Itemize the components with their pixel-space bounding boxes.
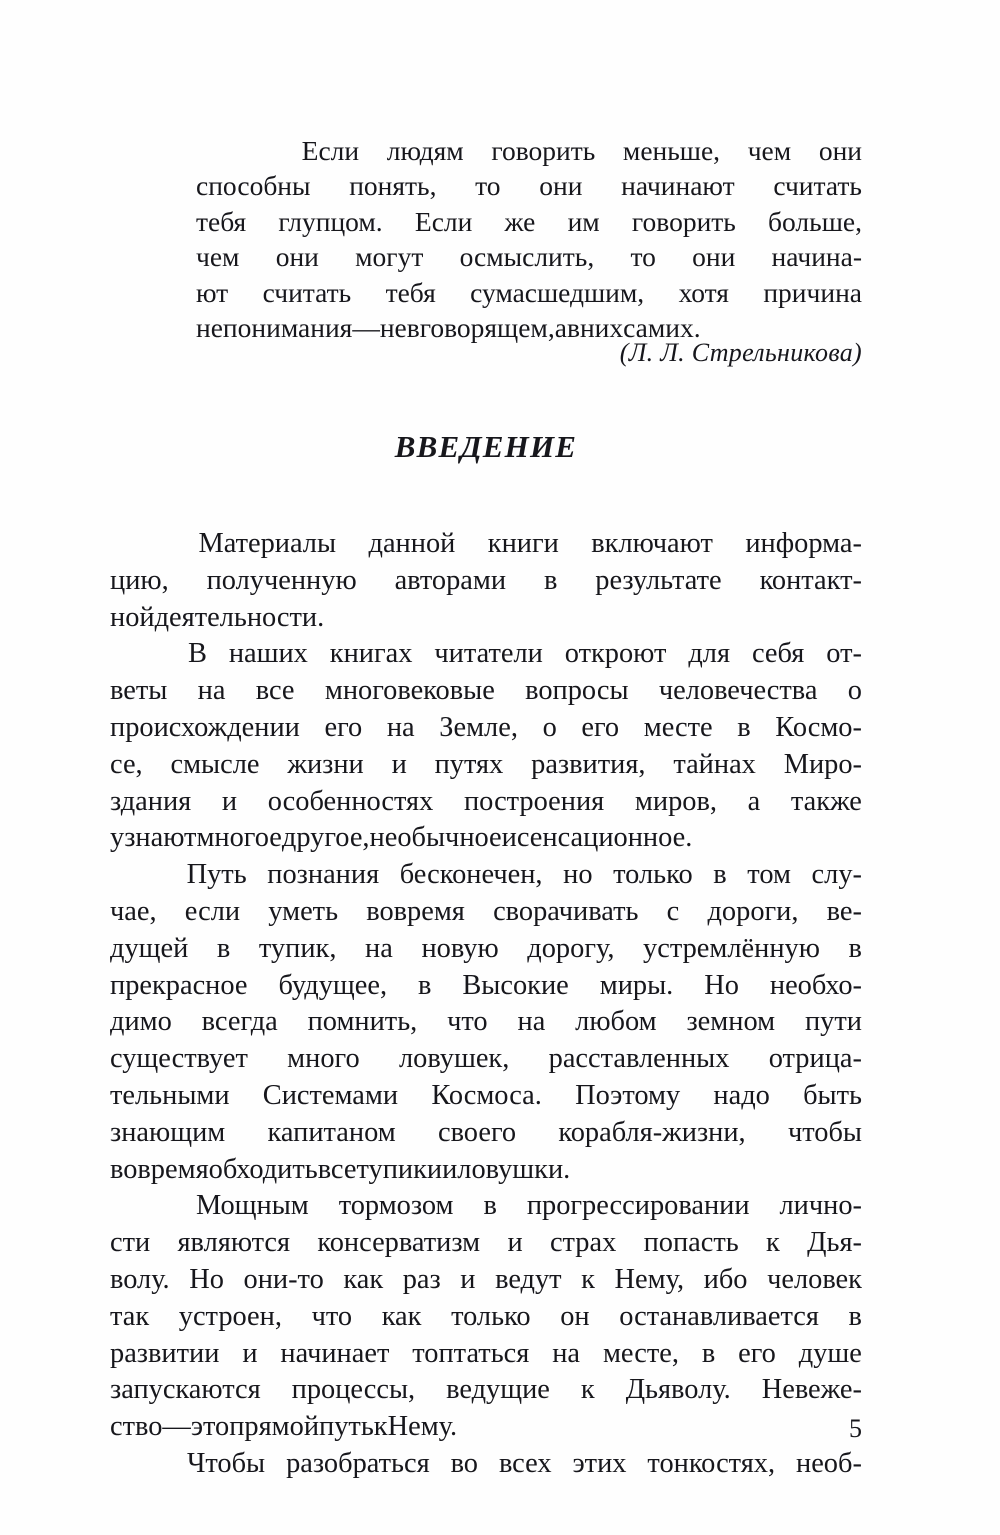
- word: только: [451, 1300, 531, 1332]
- word: бесконечен,: [399, 859, 543, 891]
- word: будущее,: [278, 969, 388, 1001]
- word: ловушек,: [398, 1043, 510, 1075]
- word: месте,: [602, 1337, 679, 1369]
- word: в: [848, 932, 862, 964]
- word: —: [162, 1411, 191, 1443]
- word: читатели: [434, 638, 543, 670]
- word: веты: [110, 675, 168, 707]
- word: Чтобы: [186, 1447, 266, 1479]
- word: во: [450, 1447, 478, 1479]
- word: миров,: [634, 785, 717, 817]
- word: вовремя: [110, 1153, 209, 1185]
- word: Космоса.: [431, 1079, 542, 1111]
- word: человечества: [658, 675, 818, 707]
- word: них: [579, 312, 624, 344]
- word: тебя: [196, 205, 247, 237]
- text-line: [110, 1372, 862, 1409]
- word: своего: [438, 1116, 517, 1148]
- word: людям: [386, 135, 464, 166]
- word: то: [475, 170, 501, 202]
- text-line: [110, 747, 862, 784]
- word: о: [542, 711, 557, 743]
- epigraph-attribution: (Л. Л. Стрельникова): [619, 338, 862, 367]
- word: надо: [713, 1079, 770, 1111]
- text-line: [110, 1446, 862, 1483]
- word: душе: [798, 1337, 862, 1369]
- text-line: [110, 1262, 862, 1299]
- word: многое: [196, 822, 282, 854]
- text-line: [196, 133, 862, 168]
- word: не: [379, 312, 407, 344]
- word: месте: [643, 711, 713, 743]
- word: Миро-: [783, 748, 862, 780]
- word: они: [692, 241, 736, 273]
- text-line: [110, 1225, 862, 1262]
- word: В: [187, 638, 207, 670]
- word: чем: [747, 135, 792, 166]
- word: тебя: [385, 276, 436, 308]
- word: себя: [751, 638, 805, 670]
- word: сумасшедшим,: [470, 276, 645, 308]
- word: что: [311, 1300, 353, 1332]
- text-line: [196, 204, 862, 239]
- word: способны: [196, 170, 311, 202]
- word: причина: [763, 276, 862, 308]
- text-line: [110, 600, 862, 637]
- word: говорить: [491, 135, 596, 166]
- word: начинают: [621, 170, 735, 202]
- word: всех: [498, 1447, 552, 1479]
- word: и: [507, 1227, 523, 1259]
- word: Если: [301, 135, 360, 166]
- word: Земле,: [439, 711, 518, 743]
- word: развитии: [110, 1337, 220, 1369]
- word: все: [317, 1153, 357, 1185]
- word: понять,: [349, 170, 437, 202]
- word: к: [580, 1374, 595, 1406]
- word: сенсационное.: [516, 822, 693, 854]
- word: являются: [177, 1227, 291, 1259]
- word: ной: [110, 601, 155, 633]
- text-line: [110, 1078, 862, 1115]
- text-line: [110, 1041, 862, 1078]
- word: в: [418, 969, 432, 1001]
- text-line: [110, 1299, 862, 1336]
- word: узнают: [110, 822, 197, 854]
- word: другое,: [281, 822, 370, 854]
- word: Нему,: [614, 1263, 685, 1295]
- word: жизни: [287, 748, 364, 780]
- word: человек: [767, 1263, 862, 1295]
- word: знающим: [110, 1116, 226, 1148]
- word: дущей: [110, 932, 189, 964]
- word: чтобы: [787, 1116, 862, 1148]
- word: особенностях: [267, 785, 434, 817]
- word: считать: [262, 276, 352, 308]
- word: наших: [228, 638, 308, 670]
- word: капитаном: [267, 1116, 396, 1148]
- text-line: [110, 931, 862, 968]
- text-line: [110, 784, 862, 821]
- word: ибо: [703, 1263, 748, 1295]
- word: попасть: [643, 1227, 739, 1259]
- word: дороги,: [707, 895, 799, 927]
- word: этих: [572, 1447, 627, 1479]
- first-line-indent: [110, 1446, 166, 1483]
- word: страх: [549, 1227, 617, 1259]
- word: осмыслить,: [459, 241, 595, 273]
- first-line-indent: [110, 1188, 166, 1225]
- word: в: [216, 932, 231, 964]
- word: так: [110, 1300, 150, 1332]
- word: контакт-: [759, 564, 862, 596]
- word: только: [613, 859, 693, 891]
- word: же: [504, 205, 536, 237]
- word: димо: [110, 1006, 172, 1038]
- word: ве-: [826, 895, 862, 927]
- word: но: [563, 859, 593, 891]
- word: существует: [110, 1043, 248, 1075]
- word: в: [737, 711, 751, 743]
- word: происхождении: [110, 711, 300, 743]
- text-line: [110, 1004, 862, 1041]
- word: в: [701, 1337, 716, 1369]
- word: топтаться: [412, 1337, 530, 1369]
- word: Материалы: [198, 528, 337, 559]
- word: а: [554, 312, 567, 344]
- word: путях: [434, 748, 504, 780]
- text-line: [110, 894, 862, 931]
- paragraph: [110, 857, 862, 1188]
- text-line: [110, 820, 862, 857]
- word: Если: [414, 205, 473, 237]
- page-number: 5: [849, 1414, 862, 1443]
- text-line: [110, 1152, 862, 1189]
- word: тупики: [356, 1153, 443, 1185]
- word: он: [560, 1300, 590, 1332]
- word: в: [566, 312, 580, 344]
- word: к: [581, 1263, 595, 1295]
- word: Системами: [262, 1079, 399, 1111]
- word: многовековые: [324, 675, 495, 707]
- word: слу-: [811, 859, 862, 891]
- word: тельными: [110, 1079, 230, 1111]
- body-text: [110, 526, 862, 1483]
- word: если: [184, 895, 241, 927]
- word: —: [352, 312, 380, 344]
- word: ведут: [495, 1263, 562, 1295]
- word: полученную: [206, 564, 357, 596]
- word: все: [255, 675, 295, 707]
- word: развития,: [531, 748, 646, 780]
- word: чем: [196, 241, 240, 273]
- paragraph: [110, 636, 862, 857]
- word: к: [373, 1411, 388, 1443]
- word: тормозом: [338, 1190, 454, 1222]
- word: цию,: [110, 564, 169, 596]
- word: его: [738, 1337, 776, 1369]
- word: больше,: [768, 205, 862, 237]
- word: быть: [803, 1079, 862, 1111]
- word: деятельности.: [154, 601, 325, 633]
- word: они: [818, 135, 862, 166]
- word: земном: [686, 1006, 776, 1038]
- word: Космо-: [775, 711, 862, 743]
- word: останавливается: [619, 1300, 819, 1332]
- word: процессы,: [291, 1374, 416, 1406]
- text-line: [110, 563, 862, 600]
- word: говорящем,: [419, 312, 555, 344]
- word: устремлённую: [643, 932, 820, 964]
- word: смысле: [170, 748, 260, 780]
- first-line-indent: [196, 133, 274, 168]
- text-line: [196, 168, 862, 203]
- word: они-то: [243, 1263, 324, 1295]
- word: то: [630, 241, 656, 273]
- word: волу.: [110, 1263, 170, 1295]
- word: прекрасное: [110, 969, 248, 1001]
- word: от-: [826, 638, 862, 670]
- word: самих.: [623, 312, 701, 344]
- word: Мощным: [195, 1190, 309, 1222]
- word: уметь: [268, 895, 339, 927]
- word: Но: [704, 969, 739, 1001]
- word: книгах: [329, 638, 413, 670]
- text-line: [110, 673, 862, 710]
- word: это: [190, 1411, 230, 1443]
- word: в: [483, 1190, 497, 1222]
- word: им: [567, 205, 600, 237]
- word: сти: [110, 1227, 151, 1259]
- paragraph: [110, 1446, 862, 1483]
- word: и: [460, 1263, 476, 1295]
- word: на: [365, 932, 393, 964]
- word: в: [713, 859, 727, 891]
- word: ведущие: [446, 1374, 550, 1406]
- word: как: [343, 1263, 384, 1295]
- word: тонкостях,: [647, 1447, 776, 1479]
- word: о: [847, 675, 862, 707]
- word: говорить: [631, 205, 736, 237]
- word: вопросы: [525, 675, 629, 707]
- word: и: [442, 1153, 458, 1185]
- word: в: [406, 312, 420, 344]
- text-line: [196, 239, 862, 274]
- first-line-indent: [110, 526, 166, 563]
- word: устроен,: [178, 1300, 282, 1332]
- word: информа-: [745, 528, 862, 559]
- text-line: [110, 1115, 862, 1152]
- word: всегда: [201, 1006, 278, 1038]
- word: Дьяволу.: [625, 1374, 731, 1406]
- word: считать: [773, 170, 862, 202]
- word: они: [539, 170, 583, 202]
- word: ство: [110, 1411, 163, 1443]
- word: авторами: [394, 564, 507, 596]
- word: дорогу,: [527, 932, 615, 964]
- word: его: [581, 711, 620, 743]
- word: здания: [110, 785, 192, 817]
- text-line: [110, 526, 862, 563]
- word: новую: [421, 932, 499, 964]
- word: на: [517, 1006, 546, 1038]
- word: сворачивать: [493, 895, 639, 927]
- word: меньше,: [622, 135, 721, 166]
- word: его: [324, 711, 363, 743]
- word: прогрессировании: [526, 1190, 750, 1222]
- word: могут: [355, 241, 424, 273]
- word: результате: [595, 564, 722, 596]
- word: хотя: [678, 276, 729, 308]
- word: Высокие: [462, 969, 569, 1001]
- first-line-indent: [110, 857, 166, 894]
- text-line: [196, 275, 862, 310]
- word: миры.: [599, 969, 674, 1001]
- word: глупцом.: [278, 205, 383, 237]
- word: отрица-: [768, 1043, 862, 1075]
- first-line-indent: [110, 636, 166, 673]
- text-line: [110, 857, 862, 894]
- text-line: [110, 968, 862, 1005]
- word: начинает: [280, 1337, 390, 1369]
- epigraph-block: [196, 133, 862, 345]
- word: и: [221, 785, 238, 817]
- word: на: [552, 1337, 581, 1369]
- word: на: [197, 675, 226, 707]
- word: лично-: [779, 1190, 862, 1222]
- word: раз: [402, 1263, 441, 1295]
- word: ловушки.: [457, 1153, 571, 1185]
- word: прямой: [229, 1411, 320, 1443]
- page-title: ВВЕДЕНИЕ: [394, 429, 578, 464]
- word: корабля-жизни,: [558, 1116, 746, 1148]
- text-line: [110, 1188, 862, 1225]
- word: любом: [575, 1006, 657, 1038]
- word: для: [688, 638, 731, 670]
- word: помнить,: [307, 1006, 418, 1038]
- word: чае,: [110, 895, 157, 927]
- word: расставленных: [548, 1043, 730, 1075]
- word: и: [391, 748, 407, 780]
- word: непонимания: [196, 312, 353, 344]
- word: необ-: [796, 1447, 862, 1479]
- word: и: [501, 822, 517, 854]
- word: познания: [267, 859, 380, 891]
- word: откроют: [564, 638, 667, 670]
- word: Путь: [186, 859, 247, 891]
- word: Дья-: [807, 1227, 862, 1259]
- word: книги: [487, 528, 559, 559]
- word: путь: [319, 1411, 374, 1443]
- text-line: [110, 710, 862, 747]
- word: обходить: [208, 1153, 318, 1185]
- word: как: [381, 1300, 422, 1332]
- word: построения: [463, 785, 605, 817]
- word: необхо-: [769, 969, 862, 1001]
- word: данной: [368, 528, 456, 559]
- word: запускаются: [110, 1374, 261, 1406]
- word: начина-: [771, 241, 862, 273]
- word: Поэтому: [575, 1079, 681, 1111]
- word: Но: [189, 1263, 224, 1295]
- word: включают: [591, 528, 713, 559]
- word: пути: [804, 1006, 862, 1038]
- word: и: [242, 1337, 258, 1369]
- word: с: [666, 895, 680, 927]
- word: много: [287, 1043, 360, 1075]
- word: разобраться: [286, 1447, 430, 1479]
- paragraph: [110, 1188, 862, 1446]
- text-line: [110, 1336, 862, 1373]
- word: они: [275, 241, 319, 273]
- word: а: [747, 785, 761, 817]
- word: тупик,: [258, 932, 337, 964]
- word: консерватизм: [317, 1227, 481, 1259]
- paragraph: [110, 526, 862, 636]
- word: се,: [110, 748, 143, 780]
- word: на: [386, 711, 415, 743]
- text-line: [110, 636, 862, 673]
- word: Нему.: [387, 1411, 458, 1443]
- word: в: [848, 1300, 862, 1332]
- word: вовремя: [366, 895, 465, 927]
- word: Невеже-: [761, 1374, 862, 1406]
- word: что: [447, 1006, 488, 1038]
- word: также: [790, 785, 862, 817]
- word: необычное: [369, 822, 502, 854]
- word: к: [766, 1227, 780, 1259]
- word: в: [543, 564, 558, 596]
- word: тайнах: [673, 748, 756, 780]
- word: том: [747, 859, 791, 891]
- word: ют: [196, 276, 229, 308]
